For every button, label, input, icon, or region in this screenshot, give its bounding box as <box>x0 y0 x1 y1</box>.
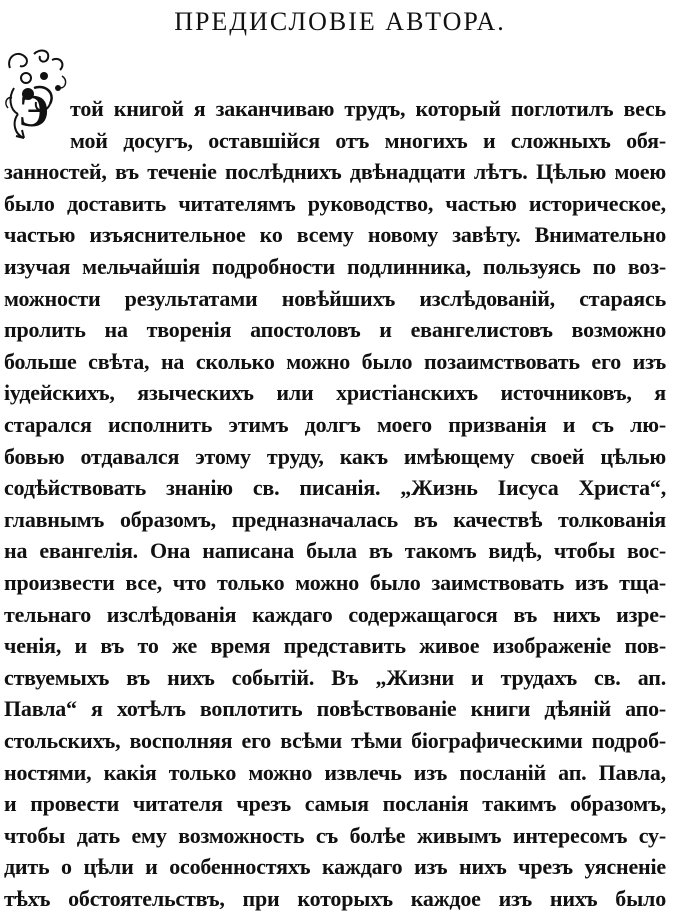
text-line: той книгой я заканчиваю трудъ, который поглотилъ весь <box>70 96 666 121</box>
text-line: больше свѣта, на сколько можно было позаимствовать его изъ <box>4 349 666 374</box>
text-line: было доставить читателямъ руководство, частью историческое, <box>4 191 666 216</box>
text-line: ностями, какія только можно извлечь изъ посланій ап. Павла, <box>4 760 666 785</box>
text-line: занностей, въ теченіе послѣднихъ двѣнадцати лѣтъ. Цѣлью моею <box>4 159 666 184</box>
page-title: ПРЕДИСЛОВІЕ АВТОРА. <box>174 7 506 36</box>
text-line: на евангелія. Она написана была въ такомъ видѣ, чтобы вос- <box>4 538 666 563</box>
text-line: іудейскихъ, языческихъ или христіанскихъ источниковъ, я <box>4 380 666 405</box>
text-line: содѣйствовать знанію св. писанія. „Жизнь Іисуса Христа“, <box>4 475 666 500</box>
text-line: можности результатами новѣйшихъ изслѣдованій, стараясь <box>4 286 666 311</box>
text-line: произвести все, что только можно было заимствовать изъ тща- <box>4 570 666 595</box>
text-line: и провести читателя чрезъ самыя посланія такимъ образомъ, <box>4 791 666 816</box>
text-line: чтобы дать ему возможность съ болѣе живымъ интересомъ су- <box>4 823 666 848</box>
text-line: частью изъяснительное ко всему новому завѣту. Внимательно <box>4 222 666 247</box>
text-line: старался исполнить этимъ долгъ моего призванія и съ лю- <box>4 412 666 437</box>
text-line: ствуемыхъ въ нихъ событій. Въ „Жизни и трудахъ св. ап. <box>4 665 666 690</box>
text-line: главнымъ образомъ, предназначалась въ качествѣ толкованія <box>4 507 666 532</box>
text-line: бовью отдавался этому труду, какъ имѣющему своей цѣлью <box>4 444 666 469</box>
text-line: пролить на творенія апостоловъ и евангелистовъ возможно <box>4 317 666 342</box>
text-line: мой досугъ, оставшійся отъ многихъ и сложныхъ обя- <box>70 128 666 153</box>
text-line: дить о цѣли и особенностяхъ каждаго изъ нихъ чрезъ уясненіе <box>4 854 666 879</box>
text-line: тельнаго изслѣдованія каждаго содержащагося въ нихъ изре- <box>4 602 666 627</box>
text-line: стольскихъ, восполняя его всѣми тѣми біографическими подроб- <box>4 728 666 753</box>
ornamental-drop-cap <box>4 48 68 142</box>
text-line: тѣхъ обстоятельствъ, при которыхъ каждое изъ нихъ было <box>4 886 666 911</box>
drop-cap-letter: Э <box>18 85 50 136</box>
text-line: изучая мельчайшія подробности подлинника, пользуясь по воз- <box>4 254 666 279</box>
text-line: ченія, и въ то же время представить живое изображеніе пов- <box>4 633 666 658</box>
text-line: Павла“ я хотѣлъ воплотить повѣствованіе книги дѣяній апо- <box>4 696 666 721</box>
